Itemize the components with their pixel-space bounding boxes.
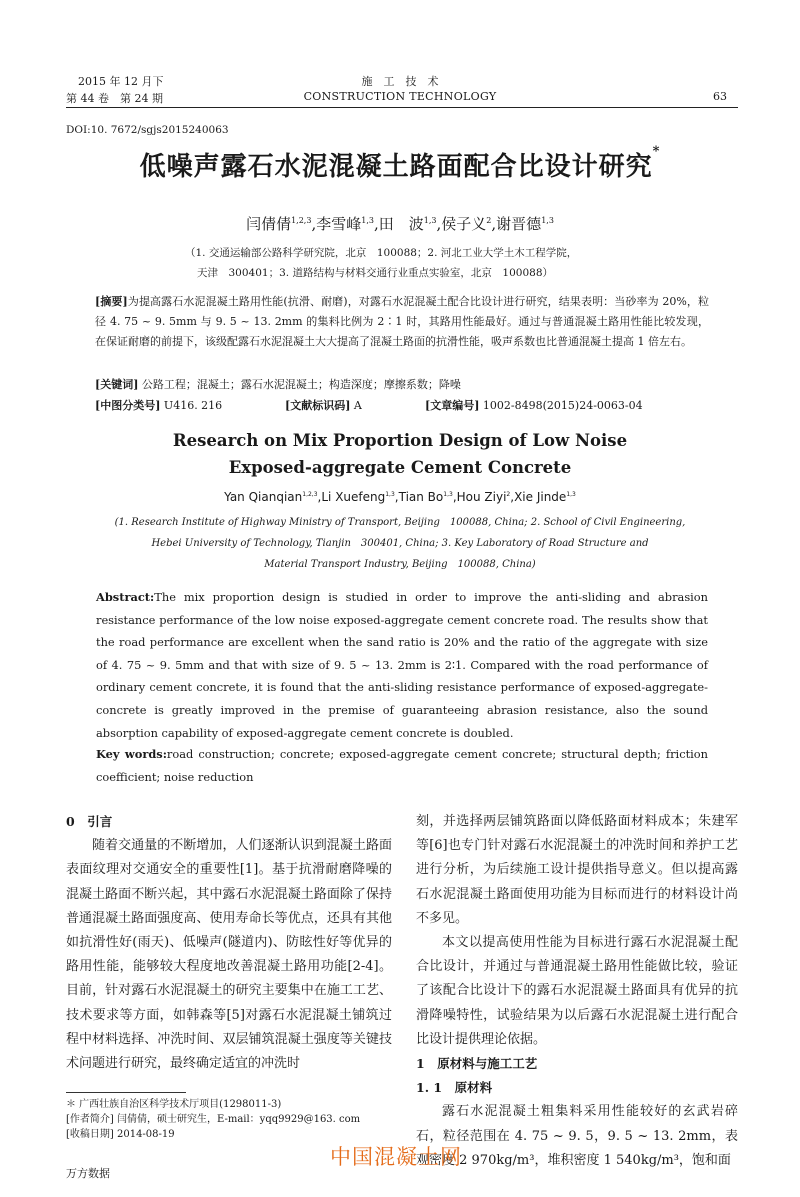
issue-volume: 第 44 卷 第 24 期 — [66, 92, 163, 105]
section-heading-0: 0 引言 — [66, 814, 113, 829]
author-affiliation-mark: 1,3 — [541, 216, 554, 225]
title-en-line: Research on Mix Proportion Design of Low Noise — [172, 431, 628, 450]
affiliation-cn — [185, 243, 635, 283]
brand-watermark: 中国混凝土网 — [330, 1145, 462, 1169]
article-number-value: 1002-8498(2015)24-0063-04 — [482, 399, 643, 412]
abstract-en — [96, 586, 708, 744]
author-name: Hou Ziyi — [456, 490, 507, 504]
author-separator: , — [394, 490, 399, 504]
author-separator: , — [491, 215, 497, 233]
author-affiliation-mark: 1,2,3 — [302, 491, 318, 498]
article-number-label: [文章编号] — [425, 399, 480, 412]
journal-name-cn: 施 工 技 术 — [361, 75, 439, 88]
doccode-label: [文献标识码] — [285, 399, 351, 412]
author-affiliation-mark: 1,3 — [361, 216, 374, 225]
affiliation-en — [110, 512, 690, 575]
footnote-author: [作者简介] 闫倩倩，硕士研究生，E-mail：yqq9929@163. com — [66, 1114, 361, 1125]
author-separator: , — [317, 490, 322, 504]
author-separator: , — [311, 215, 317, 233]
authors-cn — [0, 213, 800, 234]
abstract-en-text: The mix proportion design is studied in order to improve the anti-sliding and abrasion resistance performance of the low noise exposed-aggregate cement concrete road. The results show that the road performance are excellent when the sand ratio is 20% and the ratio of the aggregate with size of 4. 75 ~ 9. 5mm and that with size of 9. 5 ~ 13. 2mm is 2∶1. Compared with the road performance of ordinary cement concrete, it is found that the anti-sliding resistance performance of exposed-aggregate-concrete is greatly improved in the premise of guaranteeing abrasion resistance, also the sound absorption capability of exposed-aggregate cement concrete is doubled. — [96, 590, 708, 740]
body-left-column — [66, 810, 392, 1076]
abstract-cn-label: [摘要] — [95, 295, 128, 308]
abstract-cn-text: 为提高露石水泥混凝土路用性能(抗滑、耐磨)，对露石水泥混凝土配合比设计进行研究，结果表明：当砂率为 20%，粒径 4. 75 ~ 9. 5mm 与 9. 5 ~ 13. 2mm 的集料比例为 2∶1 时，其路用性能最好。通过与普通混凝土路用性能比较发现，在保证耐磨的前提下，该级配露石水泥混凝土大大提高了混凝土路面的抗滑性能，吸声系数也比普通混凝土提高 1 倍左右。 — [95, 295, 709, 348]
body-right-column — [416, 810, 738, 1173]
doccode-value: A — [353, 399, 362, 412]
author-separator: , — [436, 215, 442, 233]
header-rule — [66, 107, 738, 108]
keywords-cn — [95, 375, 709, 395]
body-paragraph-continued: 刻，并选择两层铺筑路面以降低路面材料成本；朱建军等[6]也专门针对露石水泥混凝土的冲洗时间和养护工艺进行分析，为后续施工设计提供指导意义。但以提高露石水泥混凝土路面使用功能为目标而进行的材料设计尚不多见。 — [416, 814, 738, 926]
doi: DOI:10. 7672/sgjs2015240063 — [66, 124, 229, 136]
source-watermark: 万方数据 — [66, 1167, 110, 1180]
title-en-line: Exposed-aggregate Cement Concrete — [228, 458, 572, 477]
affiliation-cn-line: （1. 交通运输部公路科学研究院，北京 100088；2. 河北工业大学土木工程学院， — [185, 247, 578, 259]
author-affiliation-mark: 1,3 — [423, 216, 437, 225]
page-number: 63 — [713, 90, 727, 103]
footnotes — [66, 1097, 396, 1142]
affiliation-en-line: (1. Research Institute of Highway Ministry of Transport, Beijing 100088, China; 2. School of Civil Engineering, — [114, 517, 686, 528]
author-name: Li Xuefeng — [321, 490, 386, 504]
keywords-cn-label: [关键词] — [95, 378, 139, 391]
title-en — [0, 427, 800, 481]
author-affiliation-mark: 1,3 — [443, 491, 453, 498]
author-affiliation-mark: 1,3 — [385, 491, 395, 498]
abstract-cn — [95, 292, 709, 352]
keywords-en-label: Key words: — [96, 747, 167, 761]
footnote-rule — [66, 1092, 186, 1093]
abstract-en-label: Abstract: — [96, 590, 155, 604]
body-paragraph: 露石水泥混凝土粗集料采用性能较好的玄武岩碎石，粒径范围在 4. 75 ~ 9. 5，9. 5 ~ 13. 2mm，表观密度 2 970kg/m³，堆积密度 1 540kg/m³，饱和面 — [416, 1104, 738, 1168]
author-affiliation-mark: 2 — [506, 491, 511, 498]
author-affiliation-mark: 1,2,3 — [291, 216, 312, 225]
author-affiliation-mark: 2 — [486, 216, 492, 225]
journal-name-en: CONSTRUCTION TECHNOLOGY — [303, 90, 497, 103]
body-paragraph: 本文以提高使用性能为目标进行露石水泥混凝土配合比设计，并通过与普通混凝土路用性能做比较，验证了该配合比设计下的露石水泥混凝土路面具有优异的抗滑降噪特性，试验结果为以后露石水泥混凝土进行配合比设计提供理论依据。 — [416, 935, 738, 1047]
keywords-en — [96, 743, 708, 788]
body-paragraph: 随着交通量的不断增加，人们逐渐认识到混凝土路面表面纹理对交通安全的重要性[1]。基于抗滑耐磨降噪的混凝土路面不断兴起，其中露石水泥混凝土路面除了保持普通混凝土路面强度高、使用寿命长等优点，还具有其他如抗滑性好(雨天)、低噪声(隧道内)、防眩性好等优异的路用性能，能够较大程度地改善混凝土路用功能[2-4]。目前，针对露石水泥混凝土的研究主要集中在施工工艺、技术要求等方面，如韩森等[5]对露石水泥混凝土铺筑过程中材料选择、冲洗时间、双层铺筑混凝土强度等关键技术问题进行研究，最终确定适宜的冲洗时 — [66, 838, 392, 1072]
section-heading-1-1: 1. 1 原材料 — [416, 1080, 493, 1096]
affiliation-cn-line: 天津 300401；3. 道路结构与材料交通行业重点实验室，北京 100088） — [197, 267, 554, 279]
author-name: Yan Qianqian — [224, 490, 303, 504]
title-footnote-mark: * — [652, 144, 661, 159]
author-name: 闫倩倩 — [246, 215, 292, 233]
clc-label: [中图分类号] — [95, 399, 161, 412]
author-separator: , — [510, 490, 515, 504]
affiliation-en-line: Hebei University of Technology, Tianjin 300401, China; 3. Key Laboratory of Road Structure and — [151, 538, 649, 549]
footnote-received: [收稿日期] 2014-08-19 — [66, 1129, 175, 1140]
title-text: 低噪声露石水泥混凝土路面配合比设计研究 — [139, 152, 653, 182]
page-title — [0, 146, 800, 183]
classification-line — [95, 396, 709, 416]
author-separator: , — [452, 490, 457, 504]
author-name: Tian Bo — [398, 490, 444, 504]
keywords-cn-text: 公路工程；混凝土；露石水泥混凝土；构造深度；摩擦系数；降噪 — [141, 378, 461, 391]
author-name: 田 波 — [378, 215, 424, 233]
section-heading-1: 1 原材料与施工工艺 — [416, 1056, 538, 1072]
footnote-fund: ＊ 广西壮族自治区科学技术厅项目(1298011-3) — [66, 1099, 282, 1110]
issue-date: 2015 年 12 月下 — [78, 75, 164, 88]
author-name: 侯子义 — [441, 215, 487, 233]
clc-value: U416. 216 — [163, 399, 223, 412]
keywords-en-text: road construction; concrete; exposed-aggregate cement concrete; structural depth; friction coefficient; noise reduction — [96, 747, 708, 784]
author-name: 李雪峰 — [316, 215, 362, 233]
author-name: Xie Jinde — [514, 490, 567, 504]
author-affiliation-mark: 1,3 — [566, 491, 576, 498]
author-name: 谢晋德 — [496, 215, 542, 233]
affiliation-en-line: Material Transport Industry, Beijing 100088, China) — [264, 559, 536, 570]
author-separator: , — [373, 215, 379, 233]
authors-en — [0, 490, 800, 504]
